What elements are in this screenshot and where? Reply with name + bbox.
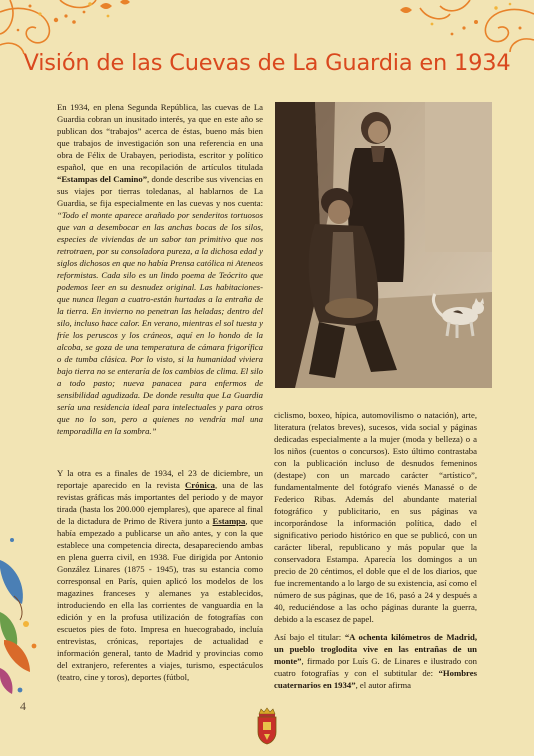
coat-of-arms-icon bbox=[253, 706, 281, 746]
text-run: , donde describe sus vivencias en sus viajes por tierras toledanas, al hablarnos de La Guardia, se fija especialmente en las cuevas y nos cuenta: bbox=[57, 174, 264, 208]
text-run: , el autor afirma bbox=[355, 680, 412, 690]
paragraph-cronica-continued bbox=[274, 409, 477, 625]
text-run: En 1934, en plena Segunda República, las cuevas de La Guardia cobran un inusitado interés, ya que en este año se publican dos “trabajos” acerca de éstas, bueno más bien que trabajos de investigación son una referencia en una obra de Félix de Urabayen, periodista, escritor y político español, que en una recopilación de artículos titulada bbox=[57, 102, 263, 172]
text-run: Y la otra es a finales de 1934, el 23 de diciembre, un reportaje aparecido en la revista bbox=[57, 468, 263, 490]
photo-couple-cave-entrance bbox=[275, 102, 492, 388]
page-title: Visión de las Cuevas de La Guardia en 1934 bbox=[23, 50, 511, 76]
paragraph-cronica bbox=[57, 467, 263, 683]
text-run: Estampa bbox=[212, 516, 246, 526]
text-run: “A ochenta kilómetros de Madrid, un pueblo troglodita vive en las entrañas de un monte” bbox=[274, 632, 477, 666]
text-run: “Estampas del Camino” bbox=[57, 174, 148, 184]
text-run: Así bajo el titular: bbox=[274, 632, 345, 642]
text-run: ciclismo, boxeo, hípica, automovilismo o natación), arte, literatura (relatos breves), sucesos, vida social y páginas dedicadas especialmente a la mujer (moda y belleza) o a los niños (cuentos o concursos). Esto último contrastaba con la publicación incluso de desnudos femeninos (destape) con un marcado carácter “artístico”, fundamentalmente del fotógrafo vienés Manassé o de Federico Ribas. Además del abundante material fotográfico y publicitario, en sus páginas va incorporándose la información política, dado el significativo periodo histórico en que se publicó, con un carácter liberal, republicano y más popular que la conservadora Estampa. Aparecía los domingos a un precio de 20 céntimos, el doble que el de los diarios, que fue incrementando a lo largo de su existencia, así como el número de sus páginas, que de 16, pasó a 24 y después a 40, reduciéndose a las ocho páginas durante la guerra, debido a la escasez de papel. bbox=[274, 410, 477, 624]
page-number: 4 bbox=[20, 699, 26, 713]
text-run: Crónica bbox=[185, 480, 215, 490]
text-run: “Hombres cuaternarios en 1934” bbox=[274, 668, 477, 690]
text-run: , una de las revistas gráficas más importantes del periodo y de mayor tirada (hasta los 200.000 ejemplares), que aparece al final de la dictadura de Primo de Rivera junto a bbox=[57, 480, 263, 526]
text-run: , firmado por Luís G. de Linares e ilustrado con cuatro fotografías y con el subtitular de: bbox=[274, 656, 477, 678]
column-1-bottom bbox=[57, 467, 263, 689]
column-2 bbox=[274, 409, 477, 697]
paragraph-titular bbox=[274, 631, 477, 691]
paragraph-intro bbox=[57, 101, 263, 437]
column-1-top bbox=[57, 101, 263, 443]
text-run: “Todo el monte aparece arañado por senderitos tortuosos que van a desembocar en las anchas bocas de los silos, especies de viviendas de un sabor tan primitivo que nos retrotraen, por su consoladora pureza, a la dichosa edad y siglos dichosos en que no había Prensa católica ni Ateneos reformistas. Cada silo es un lindo poema de Teócrito que podemos leer en su desnudez original. Las habitaciones-que nunca llegan a cuatro-están hurtadas a la entraña de la tierra. En invierno no penetran las heladas; dentro del silo, incluso hace calor. En verano, mientras el sol tuesta y fríe los peruscos y los cráneos, aquí en lo hondo de la alcoba, se goza de una temperatura de cámara frigorífica o de tumba clásica. Por lo visto, si la humanidad viviera bajo tierra no se enteraría de los cambios de clima. El silo a todo pasto; nueva panacea para enfermos de sensibilidad agudizada. De donde resulta que La Guardia sería una residencia ideal para intelectuales y para otros que no lo son, pero a quienes no vendría mal una temporadilla en la sombra.” bbox=[57, 210, 263, 436]
sepia-photo bbox=[275, 102, 492, 388]
text-run: , que había empezado a publicarse un año antes, y con la que establece una competencia directa, desapareciendo ambas en plena guerra civil, en 1938. Fue dirigida por Antonio González Linares (1875 - 1945), tras su estancia como corresponsal en París, quien aplicó los modelos de los magazines franceses y alemanes ya establecidos, introduciendo en ella las corrientes de vanguardia en la edición y en la profusa utilización de fotografías con escuetos pies de foto. Impresa en huecograbado, incluía entrevistas, crónicas, reportajes de actualidad e información general, tanto de Madrid y provincias como del extranjero, referentes a viajes, turismo, espectáculos (teatro, cine y toros), deportes (fútbol, bbox=[57, 516, 263, 682]
